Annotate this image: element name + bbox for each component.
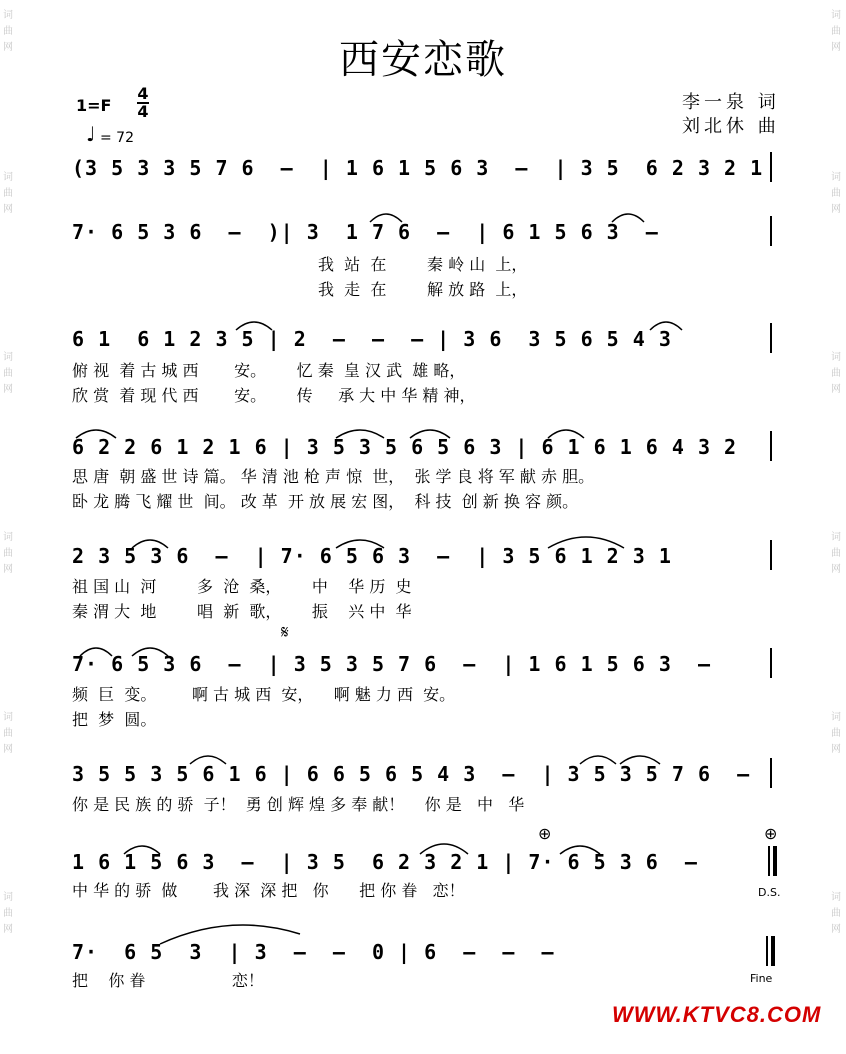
lyric-verse-1: 我 站 在 秦 岭 山 上，	[318, 255, 528, 274]
lyric-verse-2: 秦 渭 大 地 唱 新 歌， 振 兴 中 华	[72, 602, 412, 621]
notation-line: 7· 6 5 3 6 — | 3 5 3 5 7 6 — | 1 6 1 5 6 3 —	[72, 652, 712, 676]
notation-line: 7· 6 5 3 6 — )| 3 1 7 6 — | 6 1 5 6 3 —	[72, 220, 659, 244]
lyric-verse-2: 把 梦 圆。	[72, 710, 157, 729]
watermark-left: 词 曲 网	[3, 712, 13, 755]
composer-credit: 刘北休 曲	[682, 116, 780, 137]
lyric-verse-1: 中 华 的 骄 做 我 深 深 把 你 把 你 眷 恋！	[72, 881, 465, 900]
notation-line: 6 1 6 1 2 3 5 | 2 — — — | 3 6 3 5 6 5 4 3	[72, 327, 672, 351]
slur	[370, 214, 402, 222]
lyric-verse-2: 欣 赏 着 现 代 西 安。 传 承 大 中 华 精 神，	[72, 386, 476, 405]
lyricist-credit: 李一泉 词	[682, 92, 780, 113]
segno-icon: 𝄋	[281, 622, 289, 643]
notation-line: 6 2 2 6 1 2 1 6 | 3 5 3 5 6 5 6 3 | 6 1 6 1 6 4 3 2	[72, 435, 738, 459]
slur	[336, 430, 384, 438]
dal-segno-marking: D.S.	[758, 886, 781, 899]
website-logo[interactable]: WWW.KTVC8.COM	[612, 1002, 822, 1027]
coda-icon: ⊕	[538, 824, 552, 843]
time-signature-bottom: 4	[137, 102, 149, 121]
slur	[124, 846, 160, 854]
slur	[612, 214, 644, 222]
slur	[650, 322, 682, 330]
watermark-left: 词 曲 网	[3, 352, 13, 395]
lyric-verse-1: 频 巨 变。 啊 古 城 西 安， 啊 魅 力 西 安。	[72, 685, 456, 704]
watermark-left: 词 曲 网	[3, 172, 13, 215]
song-title: 西安恋歌	[339, 37, 507, 83]
lyric-verse-1: 把 你 眷 恋！	[72, 971, 264, 990]
tempo-marking: = 72	[100, 130, 134, 146]
quarter-note-icon: ♩	[86, 122, 96, 146]
lyric-verse-1: 你 是 民 族 的 骄 子！ 勇 创 辉 煌 多 奉 献！ 你 是 中 华	[72, 795, 525, 814]
lyric-verse-1: 祖 国 山 河 多 沧 桑， 中 华 历 史	[72, 577, 412, 596]
slur	[76, 430, 116, 438]
notation-line: 3 5 5 3 5 6 1 6 | 6 6 5 6 5 4 3 — | 3 5 3 5 7 6 —	[72, 762, 751, 786]
slur	[336, 540, 384, 548]
slur	[160, 925, 300, 944]
notation-line: (3 5 3 3 5 7 6 — | 1 6 1 5 6 3 — | 3 5 6 2 3 2 1	[72, 156, 764, 180]
slur	[236, 322, 272, 330]
slur	[80, 648, 112, 656]
lyric-verse-2: 我 走 在 解 放 路 上，	[318, 280, 528, 299]
time-signature-top: 4	[137, 84, 149, 103]
watermark-left: 词 曲 网	[3, 532, 13, 575]
watermark-left: 词 曲 网	[3, 10, 13, 53]
watermark-right: 词 曲 网	[831, 532, 841, 575]
notation-line: 2 3 5 3 6 — | 7· 6 5 6 3 — | 3 5 6 1 2 3 1	[72, 544, 672, 568]
watermark-right: 词 曲 网	[831, 892, 841, 935]
watermark-left: 词 曲 网	[3, 892, 13, 935]
watermark-right: 词 曲 网	[831, 10, 841, 53]
slur	[132, 540, 168, 548]
coda-icon: ⊕	[764, 824, 778, 843]
slur	[548, 537, 624, 548]
lyric-verse-1: 思 唐 朝 盛 世 诗 篇。 华 清 池 枪 声 惊 世， 张 学 良 将 军 献 赤 胆。	[72, 467, 595, 486]
slur	[560, 846, 600, 854]
slur	[620, 756, 660, 764]
slur	[132, 648, 168, 656]
slur	[580, 756, 616, 764]
slur	[548, 430, 584, 438]
fine-marking: Fine	[750, 972, 773, 985]
watermark-right: 词 曲 网	[831, 712, 841, 755]
slur	[420, 844, 468, 854]
notation-line: 7· 6 5 3 | 3 — — 0 | 6 — — —	[72, 940, 555, 964]
lyric-verse-1: 俯 视 着 古 城 西 安。 忆 秦 皇 汉 武 雄 略，	[72, 361, 466, 380]
notation-line: 1 6 1 5 6 3 — | 3 5 6 2 3 2 1 | 7· 6 5 3 6 —	[72, 850, 698, 874]
slur	[190, 756, 226, 764]
key-signature: 1=F	[76, 96, 112, 115]
watermark-right: 词 曲 网	[831, 352, 841, 395]
watermark-right: 词 曲 网	[831, 172, 841, 215]
lyric-verse-2: 卧 龙 腾 飞 耀 世 间。 改 革 开 放 展 宏 图， 科 技 创 新 换 容 颜。	[72, 492, 579, 511]
slur	[410, 430, 450, 438]
